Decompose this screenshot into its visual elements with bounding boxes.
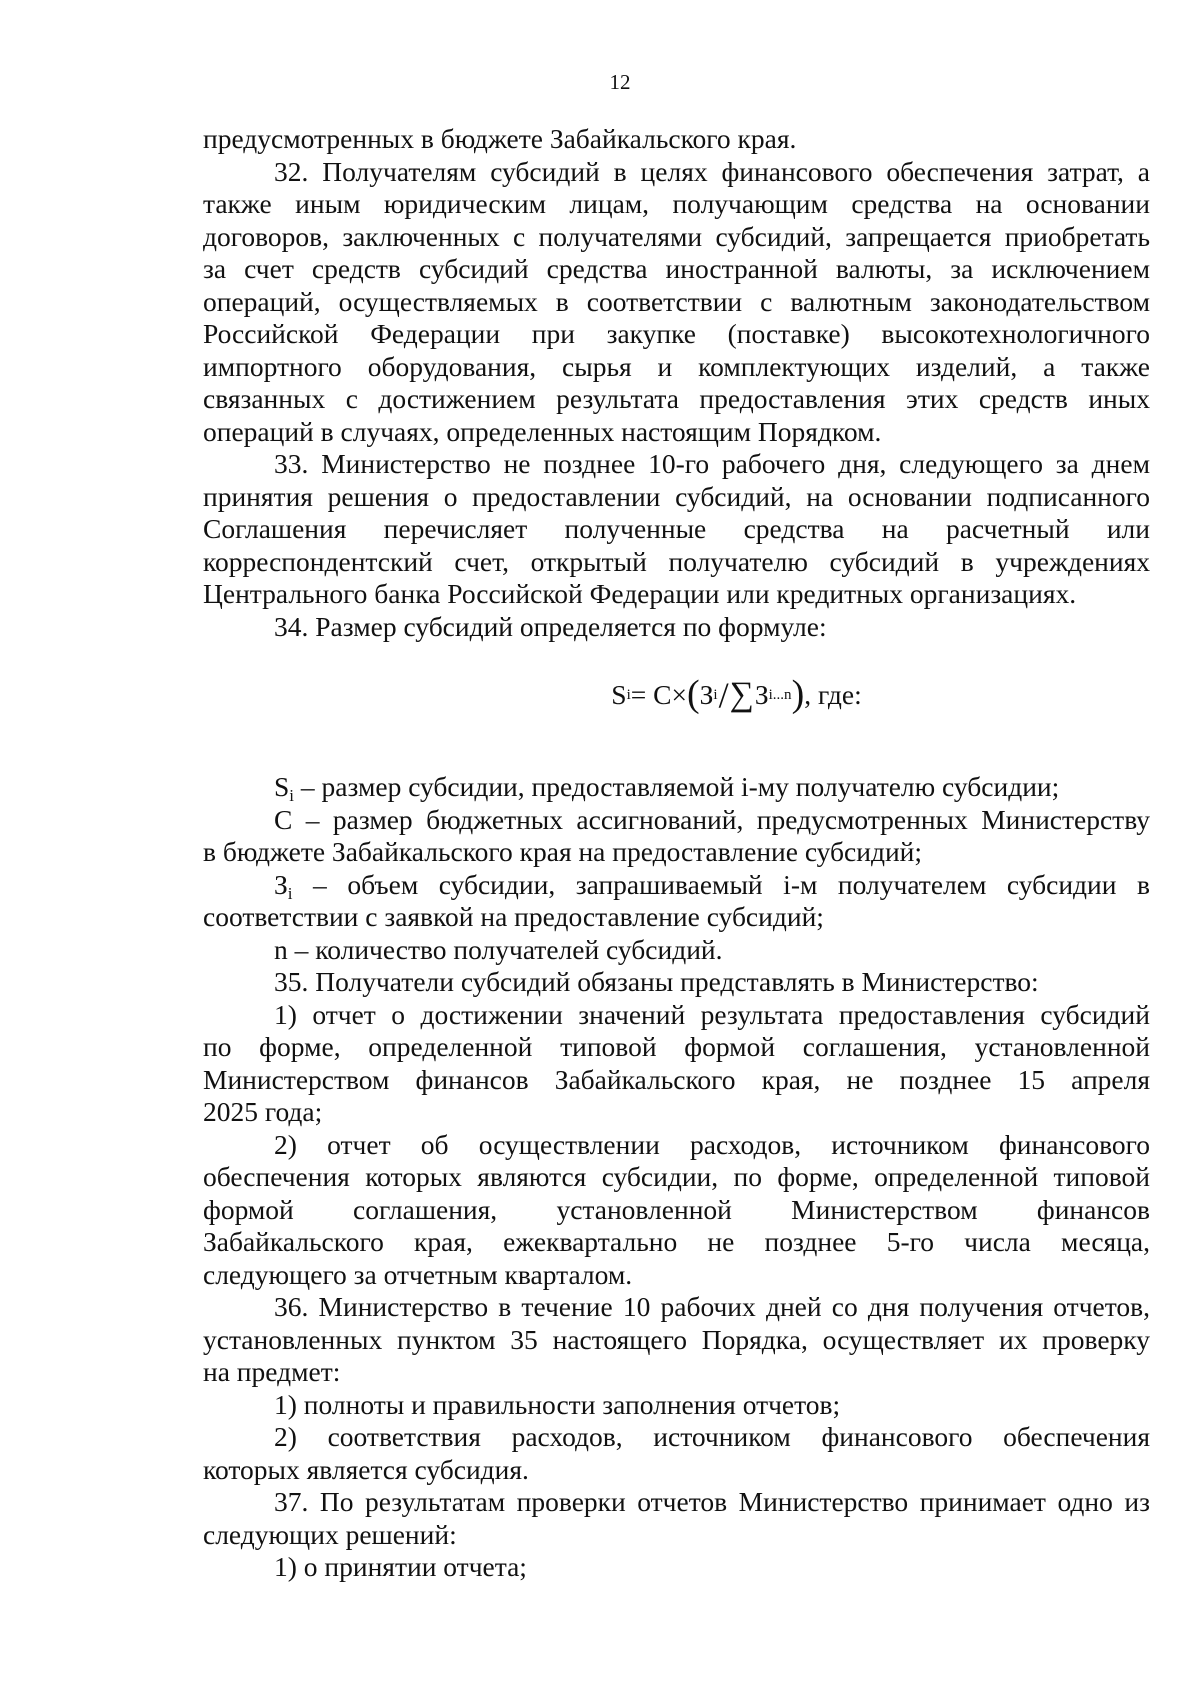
variable-z-definition (203, 869, 1150, 902)
variable-z-definition-cont: соответствии с заявкой на предоставление субсидий; (203, 901, 824, 932)
paragraph-35-item-1-line: по форме, определенной типовой формой соглашения, установленной (203, 1031, 1150, 1062)
paragraph-35-item-1-line: Министерством финансов Забайкальского края, не позднее 15 апреля (203, 1063, 1150, 1095)
variable-z-subscript: i (287, 883, 293, 903)
formula-open-paren: ( (686, 673, 700, 715)
paragraph-36-item-1-line: 1) полноты и правильности заполнения отчетов; (274, 1388, 841, 1420)
formula-s-subscript: i (626, 686, 631, 703)
formula-close-paren: ) (791, 673, 805, 715)
paragraph-36-line: установленных пунктом 35 настоящего Порядка, осуществляет их проверку (203, 1323, 1150, 1355)
paragraph-32-line: операций, осуществляемых в соответствии с валютным законодательством (203, 285, 1150, 317)
formula-z-total-subscript: i...n (768, 686, 792, 703)
variable-s-symbol: S (274, 771, 290, 802)
paragraph-32-line: операций в случаях, определенных настоящим Порядком. (203, 415, 882, 447)
variable-z-symbol: З (274, 868, 288, 900)
paragraph-34-line: 34. Размер субсидий определяется по формуле: (274, 610, 827, 642)
formula-z-total: З (754, 678, 769, 710)
paragraph-32-line: импортного оборудования, сырья и комплектующих изделий, а также (203, 350, 1150, 382)
paragraph-33-line: 33. Министерство не позднее 10-го рабочего дня, следующего за днем (274, 448, 1150, 479)
variable-c-definition-cont: в бюджете Забайкальского края на предоставление субсидий; (203, 836, 923, 867)
paragraph-36-line: 36. Министерство в течение 10 рабочих дней со дня получения отчетов, (274, 1291, 1150, 1322)
paragraph-36-item-2-line: 2) соответствия расходов, источником финансового обеспечения (274, 1421, 1150, 1452)
paragraph-33-line: Центрального банка Российской Федерации или кредитных организациях. (203, 578, 1077, 609)
paragraph-35-item-1-line: 1) отчет о достижении значений результата предоставления субсидий (274, 998, 1150, 1030)
page-number: 12 (609, 70, 631, 94)
variable-s-description: – размер субсидии, предоставляемой i-му получателю субсидии; (294, 771, 1060, 802)
paragraph-33-line: принятия решения о предоставлении субсидий, на основании подписанного (203, 480, 1150, 512)
paragraph-35-item-2-line: формой соглашения, установленной Министерством финансов (203, 1193, 1150, 1225)
formula-tail: , где: (804, 678, 862, 710)
formula-z: З (699, 678, 714, 710)
variable-c-definition: С – размер бюджетных ассигнований, предусмотренных Министерству (274, 803, 1150, 835)
variable-s-subscript: i (289, 786, 295, 805)
paragraph-32-line: договоров, заключенных с получателями субсидий, запрещается приобретать (203, 220, 1150, 252)
paragraph-33-line: Соглашения перечисляет полученные средства на расчетный или (203, 513, 1150, 544)
paragraph-32-line: 32. Получателям субсидий в целях финансового обеспечения затрат, а (274, 155, 1150, 187)
text-line: предусмотренных в бюджете Забайкальского края. (203, 123, 797, 154)
paragraph-32-line: также иным юридическим лицам, получающим средства на основании (203, 188, 1150, 219)
formula-spacer (203, 747, 1150, 771)
formula-divide-slash: / (718, 675, 729, 715)
paragraph-35-item-2-line: следующего за отчетным кварталом. (203, 1258, 633, 1290)
paragraph-35-item-2-line: Забайкальского края, ежеквартально не позднее 5-го числа месяца, (203, 1226, 1150, 1257)
variable-n-definition: n – количество получателей субсидий. (274, 933, 723, 965)
paragraph-32-line: Российской Федерации при закупке (поставке) высокотехнологичного (203, 318, 1150, 349)
paragraph-32-line: связанных с достижением результата предоставления этих средств иных (203, 383, 1150, 414)
document-body (203, 123, 1150, 1584)
paragraph-37-line: 37. По результатам проверки отчетов Министерство принимает одно из (274, 1486, 1150, 1517)
paragraph-33-line: корреспондентский счет, открытый получателю субсидий в учреждениях (203, 545, 1150, 577)
paragraph-36-item-2-line: которых является субсидия. (203, 1453, 529, 1485)
formula-sum-sign: ∑ (729, 676, 754, 713)
paragraph-32-line: за счет средств субсидий средства иностранной валюты, за исключением (203, 253, 1150, 284)
paragraph-35-item-1-line: 2025 года; (203, 1096, 323, 1127)
subsidy-formula (203, 643, 1150, 747)
variable-z-description: – объем субсидии, запрашиваемый i-м получателем субсидии в (292, 868, 1150, 900)
paragraph-37-line: следующих решений: (203, 1518, 457, 1550)
paragraph-35-line: 35. Получатели субсидий обязаны представлять в Министерство: (274, 966, 1039, 997)
formula-z-subscript: i (713, 686, 718, 703)
formula-equals-c: = C× (630, 678, 687, 710)
paragraph-35-item-2-line: обеспечения которых являются субсидии, по форме, определенной типовой (203, 1161, 1150, 1192)
paragraph-35-item-2-line: 2) отчет об осуществлении расходов, источником финансового (274, 1128, 1150, 1160)
formula-s: S (611, 678, 627, 710)
variable-s-definition (203, 771, 1150, 804)
paragraph-36-line: на предмет: (203, 1356, 341, 1387)
paragraph-37-item-1-line: 1) о принятии отчета; (274, 1551, 527, 1582)
